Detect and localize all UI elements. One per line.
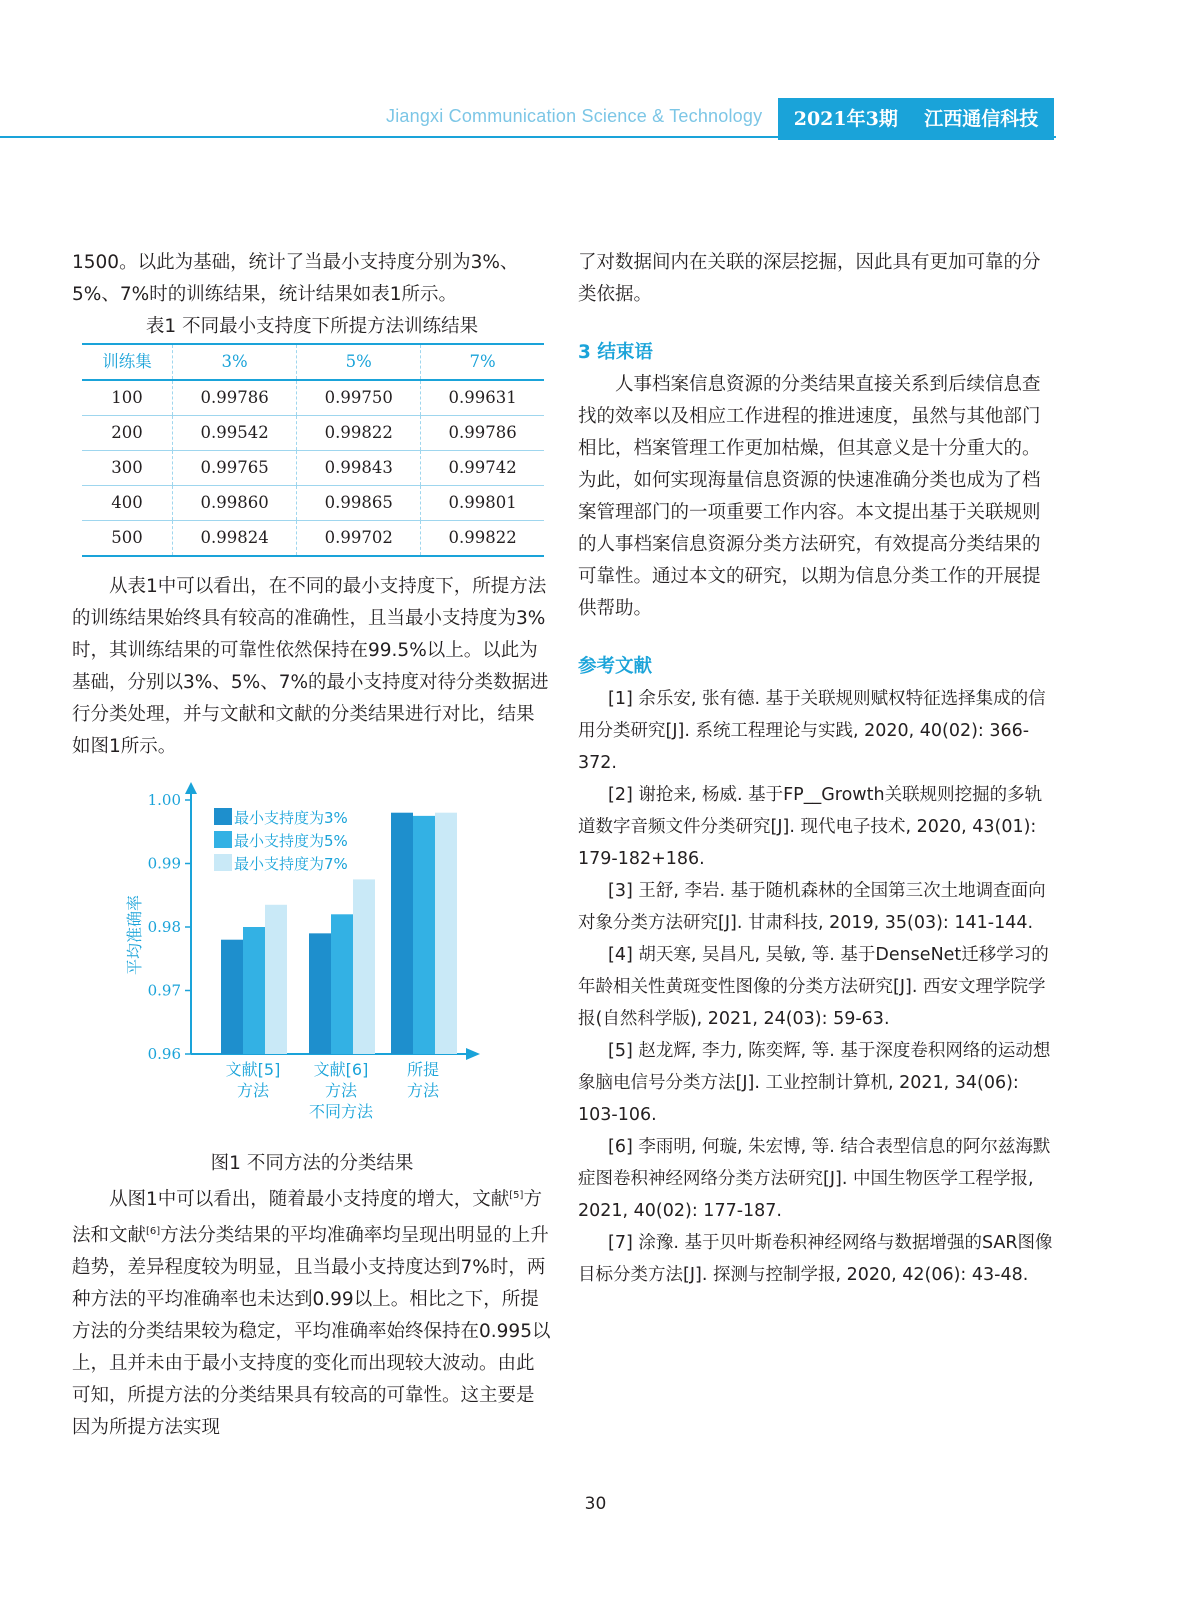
left-column-lower bbox=[72, 1148, 552, 1444]
y-tick-label: 0.97 bbox=[147, 981, 181, 1000]
table-header-cell: 训练集 bbox=[82, 344, 173, 380]
y-axis-label: 平均准确率 bbox=[125, 894, 144, 976]
table-cell: 0.99742 bbox=[421, 451, 544, 486]
paragraph: 了对数据间内在关联的深层挖掘，因此具有更加可靠的分类依据。 bbox=[578, 252, 1041, 305]
x-tick-label: 方法 bbox=[324, 1081, 358, 1100]
legend-label: 最小支持度为7% bbox=[234, 855, 348, 873]
bar bbox=[221, 940, 243, 1054]
reference-item: [4] 胡天寒, 吴昌凡, 吴敏, 等. 基于DenseNet迁移学习的年龄相关性黄斑变性图像的分类方法研究[J]. 西安文理学院学报(自然科学版), 2021, 24(03): 59-63. bbox=[578, 945, 1049, 1029]
paragraph: 人事档案信息资源的分类结果直接关系到后续信息查找的效率以及相应工作进程的推进速度，虽然与其他部门相比，档案管理工作更加枯燥，但其意义是十分重大的。为此，如何实现海量信息资源的快速准确分类也成为了档案管理部门的一项重要工作内容。本文提出基于关联规则的人事档案信息资源分类方法研究，有效提高分类结果的可靠性。通过本文的研究，以期为信息分类工作的开展提供帮助。 bbox=[578, 374, 1041, 619]
figure-caption: 图1 不同方法的分类结果 bbox=[210, 1153, 414, 1174]
y-tick-label: 0.98 bbox=[147, 918, 181, 936]
section-heading: 3 结束语 bbox=[578, 342, 653, 363]
table-cell: 0.99865 bbox=[297, 486, 421, 521]
paragraph bbox=[72, 1180, 552, 1444]
table-header-cell: 3% bbox=[173, 344, 297, 380]
table-row bbox=[82, 521, 544, 557]
bar bbox=[309, 933, 331, 1054]
table-cell: 100 bbox=[82, 380, 173, 416]
table-cell: 0.99860 bbox=[173, 486, 297, 521]
x-tick-label: 不同方法 bbox=[308, 1102, 374, 1121]
x-tick-label: 方法 bbox=[236, 1081, 270, 1100]
table-row bbox=[82, 416, 544, 451]
legend-label: 最小支持度为3% bbox=[234, 809, 348, 827]
table-cell: 400 bbox=[82, 486, 173, 521]
issue-banner: 2021年3期 江西通信科技 bbox=[778, 98, 1054, 140]
bar bbox=[435, 813, 457, 1054]
table-row bbox=[82, 451, 544, 486]
table-cell: 0.99822 bbox=[297, 416, 421, 451]
paragraph: 1500。以此为基础，统计了当最小支持度分别为3%、5%、7%时的训练结果，统计结果如表1所示。 bbox=[72, 252, 519, 305]
table-cell: 300 bbox=[82, 451, 173, 486]
left-column bbox=[72, 247, 552, 763]
citation-marker: [5] bbox=[509, 1190, 524, 1201]
journal-name-en: Jiangxi Communication Science & Technology bbox=[386, 106, 763, 126]
bar bbox=[391, 813, 413, 1054]
y-tick-label: 0.99 bbox=[147, 854, 181, 873]
reference-item: [5] 赵龙辉, 李力, 陈奕辉, 等. 基于深度卷积网络的运动想象脑电信号分类方法[J]. 工业控制计算机, 2021, 34(06): 103-106. bbox=[578, 1041, 1051, 1125]
reference-item: [3] 王舒, 李岩. 基于随机森林的全国第三次土地调查面向对象分类方法研究[J]. 甘肃科技, 2019, 35(03): 141-144. bbox=[578, 881, 1046, 933]
y-axis-arrow bbox=[185, 782, 197, 794]
table-cell: 0.99786 bbox=[421, 416, 544, 451]
y-tick-label: 0.96 bbox=[147, 1045, 181, 1063]
table-cell: 0.99822 bbox=[421, 521, 544, 557]
bar bbox=[413, 816, 435, 1054]
bar-chart bbox=[116, 782, 496, 1134]
table-cell: 0.99786 bbox=[173, 380, 297, 416]
reference-item: [1] 余乐安, 张有德. 基于关联规则赋权特征选择集成的信用分类研究[J]. 系统工程理论与实践, 2020, 40(02): 366-372. bbox=[578, 689, 1046, 773]
table-cell: 0.99542 bbox=[173, 416, 297, 451]
right-column bbox=[578, 247, 1056, 1291]
x-tick-label: 方法 bbox=[406, 1081, 440, 1100]
references-heading: 参考文献 bbox=[578, 656, 653, 677]
y-tick-label: 1.00 bbox=[147, 791, 181, 809]
results-table bbox=[82, 343, 544, 557]
table-cell: 0.99843 bbox=[297, 451, 421, 486]
table-cell: 500 bbox=[82, 521, 173, 557]
bar bbox=[353, 879, 375, 1054]
table-cell: 0.99765 bbox=[173, 451, 297, 486]
citation-marker: [6] bbox=[146, 1226, 161, 1238]
table-header-row bbox=[82, 344, 544, 380]
x-tick-label: 文献[5] bbox=[225, 1060, 281, 1079]
bar bbox=[243, 927, 265, 1054]
legend-swatch bbox=[214, 831, 232, 848]
table-cell: 0.99750 bbox=[297, 380, 421, 416]
legend-swatch bbox=[214, 854, 232, 871]
bar bbox=[265, 905, 287, 1054]
table-cell: 0.99702 bbox=[297, 521, 421, 557]
table-cell: 0.99824 bbox=[173, 521, 297, 557]
table-caption: 表1 不同最小支持度下所提方法训练结果 bbox=[145, 316, 479, 337]
x-axis-arrow bbox=[466, 1048, 480, 1060]
table-cell: 0.99631 bbox=[421, 380, 544, 416]
paragraph-text: 方法分类结果的平均准确率均呈现出明显的上升趋势，差异程度较为明显，且当最小支持度达到7%时，两种方法的平均准确率也未达到0.99以上。相比之下，所提方法的分类结果较为稳定，平均准确率始终保持在0.995以上，且并未由于最小支持度的变化而出现较大波动。由此可知，所提方法的分类结果具有较高的可靠性。这主要是因为所提方法实现 bbox=[72, 1225, 551, 1439]
bar bbox=[331, 914, 353, 1054]
paragraph-text: 从图1中可以看出，随着最小支持度的增大，文献 bbox=[109, 1189, 510, 1211]
legend-swatch bbox=[214, 808, 232, 825]
table-row bbox=[82, 380, 544, 416]
legend-label: 最小支持度为5% bbox=[234, 832, 348, 850]
reference-item: [7] 涂豫. 基于贝叶斯卷积神经网络与数据增强的SAR图像目标分类方法[J]. 探测与控制学报, 2020, 42(06): 43-48. bbox=[578, 1233, 1053, 1285]
table-header-cell: 7% bbox=[421, 344, 544, 380]
table-cell: 200 bbox=[82, 416, 173, 451]
page-number: 30 bbox=[584, 1494, 607, 1514]
x-tick-label: 文献[6] bbox=[313, 1060, 369, 1079]
table-header-cell: 5% bbox=[297, 344, 421, 380]
reference-item: [6] 李雨明, 何璇, 朱宏博, 等. 结合表型信息的阿尔兹海默症图卷积神经网络分类方法研究[J]. 中国生物医学工程学报, 2021, 40(02): 177-187. bbox=[578, 1137, 1051, 1221]
paragraph-text: 方法和文献 bbox=[72, 1189, 542, 1247]
table-row bbox=[82, 486, 544, 521]
x-tick-label: 所提 bbox=[406, 1060, 440, 1079]
paragraph: 从表1中可以看出，在不同的最小支持度下，所提方法的训练结果始终具有较高的准确性，且当最小支持度为3%时，其训练结果的可靠性依然保持在99.5%以上。以此为基础，分别以3%、5%、7%的最小支持度对待分类数据进行分类处理，并与文献和文献的分类结果进行对比，结果如图1所示。 bbox=[72, 576, 549, 757]
reference-item: [2] 谢抢来, 杨威. 基于FP__Growth关联规则挖掘的多轨道数字音频文件分类研究[J]. 现代电子技术, 2020, 43(01): 179-182+186. bbox=[578, 785, 1043, 869]
table-cell: 0.99801 bbox=[421, 486, 544, 521]
